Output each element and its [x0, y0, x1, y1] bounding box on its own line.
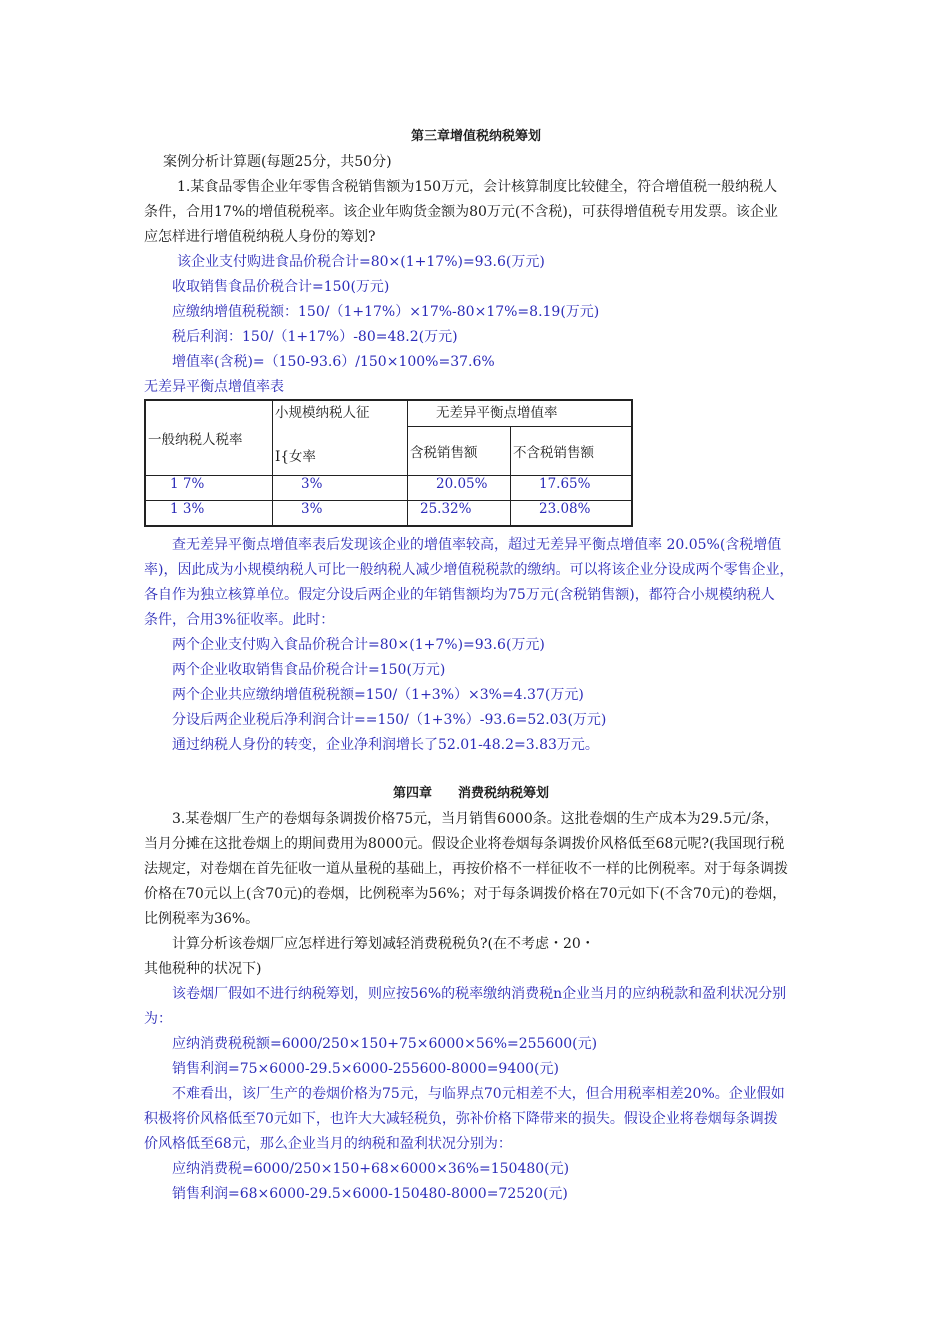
answer3-line7: 价风格低至68元，那么企业当月的纳税和盈利状况分别为： [144, 1136, 512, 1152]
calc2-line4: 分设后两企业税后净利润合计==150/（1+3%）-93.6=52.03(万元) [172, 712, 607, 728]
answer3-line9: 销售利润=68×6000-29.5×6000-150480-8000=72520(元) [172, 1186, 568, 1202]
chapter4-title: 第四章 消费税纳税筹划 [393, 786, 550, 801]
question3-line4: 价格在70元以上(含70元)的卷烟，比例税率为56%；对于每条调拨价格在70元如下(不含70元)的卷烟， [144, 886, 787, 902]
calc2-line5: 通过纳税人身份的转变，企业净利润增长了52.01-48.2=3.83万元。 [172, 737, 599, 753]
table-caption: 无差异平衡点增值率表 [144, 379, 284, 395]
calc2-line2: 两个企业收取销售食品价税合计=150(万元) [172, 662, 446, 678]
question3-line6: 计算分析该卷烟厂应怎样进行筹划减轻消费税税负?(在不考虑・20・ [172, 936, 595, 952]
answer1-line5: 增值率(含税)=（150-93.6）/150×100%=37.6% [172, 354, 495, 370]
answer1-line4: 税后利润：150/（1+17%）-80=48.2(万元) [172, 329, 458, 345]
question3-line1: 3.某卷烟厂生产的卷烟每条调拨价格75元，当月销售6000条。这批卷烟的生产成本为29.5元/条， [172, 811, 779, 827]
question1-line1: 1.某食品零售企业年零售含税销售额为150万元，会计核算制度比较健全，符合增值税一般纳税人 [177, 179, 778, 195]
answer1-line3: 应缴纳增值税税额：150/（1+17%）×17%-80×17%=8.19(万元) [172, 304, 600, 320]
header-small-rate: 小规模纳税人征 I{女率 [273, 400, 408, 476]
table-row: 1 7% 3% 20.05% 17.65% [145, 476, 632, 501]
para1-line2: 率)，因此成为小规模纳税人可比一般纳税人减少增值税税款的缴纳。可以将该企业分设成两个零售企业， [144, 562, 794, 578]
question3-line5: 比例税率为36%。 [144, 911, 260, 927]
para1-line3: 各自作为独立核算单位。假定分设后两企业的年销售额均为75万元(含税销售额)，都符合小规模纳税人 [144, 587, 775, 603]
question3-line2: 当月分摊在这批卷烟上的期间费用为8000元。假设企业将卷烟每条调拨价风格低至68元呢?(我国现行税 [144, 836, 785, 852]
section-subtitle: 案例分析计算题(每题25分，共50分) [163, 154, 392, 170]
question3-line7: 其他税种的状况下) [144, 961, 262, 977]
calc2-line1: 两个企业支付购入食品价税合计=80×(1+7%)=93.6(万元) [172, 637, 545, 653]
calc2-line3: 两个企业共应缴纳增值税税额=150/（1+3%）×3%=4.37(万元) [172, 687, 584, 703]
chapter3-title: 第三章增值税纳税筹划 [411, 129, 542, 144]
answer3-line8: 应纳消费税=6000/250×150+68×6000×36%=150480(元) [172, 1161, 570, 1177]
answer3-line5: 不难看出，该厂生产的卷烟价格为75元，与临界点70元相差不大，但合用税率相差20%。企业假如 [172, 1086, 785, 1102]
answer3-line1: 该卷烟厂假如不进行纳税筹划，则应按56%的税率缴纳消费税n企业当月的应纳税款和盈利状况分别 [172, 986, 787, 1002]
answer3-line3: 应纳消费税税额=6000/250×150+75×6000×56%=255600(元) [172, 1036, 598, 1052]
answer1-line1: 该企业支付购进食品价税合计=80×(1+17%)=93.6(万元) [177, 254, 545, 270]
para1-line1: 查无差异平衡点增值率表后发现该企业的增值率较高，超过无差异平衡点增值率 20.05%(含税增值 [172, 537, 782, 553]
header-general-rate: 一般纳税人税率 [145, 400, 273, 476]
answer3-line6: 积极将价风格低至70元如下，也许大大减轻税负，弥补价格下降带来的损失。假设企业将卷烟每条调拨 [144, 1111, 778, 1127]
header-incl-tax: 含税销售额 [408, 427, 511, 476]
balance-point-table [144, 399, 633, 527]
question3-line3: 法规定，对卷烟在首先征收一道从量税的基础上，再按价格不一样征收不一样的比例税率。对于每条调拨 [144, 861, 788, 877]
table-row: 1 3% 3% 25.32% 23.08% [145, 501, 632, 527]
para1-line4: 条件，合用3%征收率。此时： [144, 612, 335, 628]
answer1-line2: 收取销售食品价税合计=150(万元) [172, 279, 390, 295]
answer3-line2: 为： [144, 1011, 172, 1027]
question1-line2: 条件，合用17%的增值税税率。该企业年购货金额为80万元(不含税)，可获得增值税专用发票。该企业 [144, 204, 778, 220]
header-excl-tax: 不含税销售额 [511, 427, 633, 476]
question1-line3: 应怎样进行增值税纳税人身份的筹划? [144, 229, 376, 245]
header-balance-rate: 无差异平衡点增值率 [408, 400, 633, 427]
answer3-line4: 销售利润=75×6000-29.5×6000-255600-8000=9400(元) [172, 1061, 559, 1077]
